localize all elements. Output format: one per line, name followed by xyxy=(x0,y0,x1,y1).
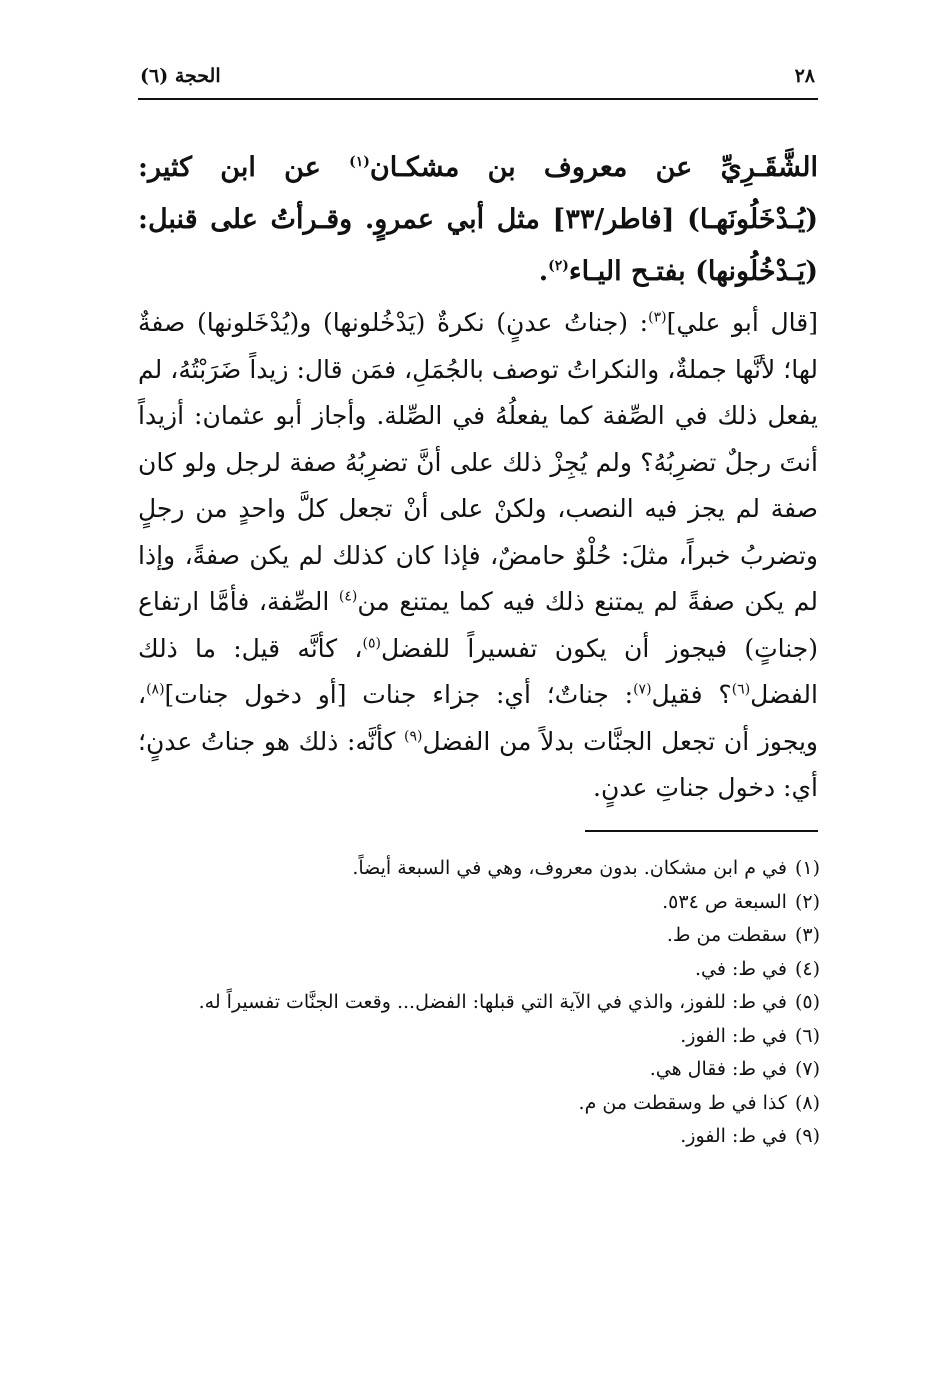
body-text-7: ، ويجوز أن تجعل الجنَّات بدلاً من الفضل xyxy=(138,680,818,756)
opening-paragraph xyxy=(138,142,818,298)
page-number: ٢٨ xyxy=(794,65,815,87)
body-text-5: ؟ فقيل xyxy=(651,680,732,709)
footnote-item xyxy=(142,852,820,886)
footnote-text: في ط: للفوز، والذي في الآية التي قبلها: الفضل... وقعت الجنَّات تفسيراً له. xyxy=(198,991,787,1013)
header-divider xyxy=(138,98,818,100)
opening-text-3: . xyxy=(538,256,549,287)
footnote-text: في ط: في. xyxy=(695,957,787,980)
footnotes xyxy=(142,852,820,1154)
footnote-item xyxy=(142,1020,820,1054)
running-title: الحجة (٦) xyxy=(140,65,221,87)
footnote-ref-3[interactable]: (٣) xyxy=(648,309,667,326)
footnote-text: سقطت من ط. xyxy=(666,924,787,946)
footnote-number: (١) xyxy=(794,857,820,879)
footnote-number: (٦) xyxy=(794,1024,820,1047)
footnote-text: في ط: الفوز. xyxy=(680,1024,787,1047)
footnote-number: (٧) xyxy=(794,1058,820,1080)
footnote-text: السبعة ص ٥٣٤. xyxy=(662,890,787,913)
footnote-number: (٥) xyxy=(794,991,820,1013)
opening-text-2: عن ابن كثير: (يُـدْخَلُونَهـا) [فاطر/٣٣] مثل أبي عمروٍ. وقـرأتُ على قنبل: (يَـدْخُلُونها) بفتـح اليـاء xyxy=(138,152,818,287)
footnote-ref-4[interactable]: (٤) xyxy=(338,588,358,605)
opening-text-1: الشَّقَـرِيِّ عن معروف بن مشكـان xyxy=(369,152,818,183)
footnote-ref-2[interactable]: (٢) xyxy=(548,258,569,274)
footnote-item xyxy=(142,953,820,987)
footnote-text: في ط: الفوز. xyxy=(680,1125,787,1147)
page-header xyxy=(140,58,815,94)
body-text-4: ، كأنَّه قيل: ما ذلك الفضل xyxy=(138,633,818,709)
footnote-text: كذا في ط وسقطت من م. xyxy=(578,1091,787,1114)
body-text-2: : (جناتُ عدنٍ) نكرةٌ (يَدْخُلونها) و(يُدْخَلونها) صفةٌ لها؛ لأنَّها جملةٌ، والنكراتُ توصف بالجُمَلِ، فمَن قال: زيداً ضَرَبْتُهُ، لم يفعل ذلك في الصِّفة كما يفعلُهُ في الصِّلة. وأجاز أبو عثمان: أزيداً أنتَ رجلٌ تضرِبُهُ؟ ولم يُجِزْ ذلك على أنَّ تضرِبُهُ صفة لرجل ولو كان صفة لم يجز فيه النصب، ولكنْ على أنْ تجعل كلَّ واحدٍ من رجلٍ وتضربُ خبراً، مثلَ: حُلْوٌ حامضٌ، فإذا كان كذلك لم يكن صفةً، وإذا لم يكن صفةً لم يمتنع ذلك فيه كما يمتنع من xyxy=(138,308,819,616)
footnote-text: في ط: فقال هي. xyxy=(649,1058,787,1080)
footnote-item xyxy=(142,1053,820,1087)
body-paragraph xyxy=(138,300,818,812)
body-text-6: : جناتٌ؛ أي: جزاء جنات [أو دخول جنات] xyxy=(164,680,634,709)
footnote-item xyxy=(142,919,820,953)
footnote-item xyxy=(142,986,820,1020)
footnote-ref-8[interactable]: (٨) xyxy=(146,681,165,698)
footnote-ref-7[interactable]: (٧) xyxy=(633,681,652,698)
footnote-number: (٢) xyxy=(794,890,820,913)
footnote-item xyxy=(142,1120,820,1154)
body-text-3: الصِّفة، فأمَّا ارتفاع (جناتٍ) فيجوز أن يكون تفسيراً للفضل xyxy=(138,587,818,663)
footnote-ref-1[interactable]: (١) xyxy=(349,154,370,170)
footnote-item xyxy=(142,1087,820,1121)
body-text-1: [قال أبو علي] xyxy=(666,308,818,337)
footnote-number: (٣) xyxy=(794,924,820,946)
footnote-text: في م ابن مشكان. بدون معروف، وهي في السبعة أيضاً. xyxy=(352,857,787,879)
footnote-item xyxy=(142,886,820,920)
footnote-number: (٩) xyxy=(794,1125,820,1147)
footnote-ref-5[interactable]: (٥) xyxy=(362,635,381,652)
footnote-ref-9[interactable]: (٩) xyxy=(404,728,423,745)
body-text-8: كأنَّه: ذلك هو جناتُ عدنٍ؛ أي: دخول جناتِ عدنٍ. xyxy=(138,726,818,802)
footnote-divider xyxy=(585,830,818,832)
footnote-number: (٨) xyxy=(794,1091,820,1114)
footnote-ref-6[interactable]: (٦) xyxy=(731,681,751,698)
footnote-number: (٤) xyxy=(794,957,820,980)
